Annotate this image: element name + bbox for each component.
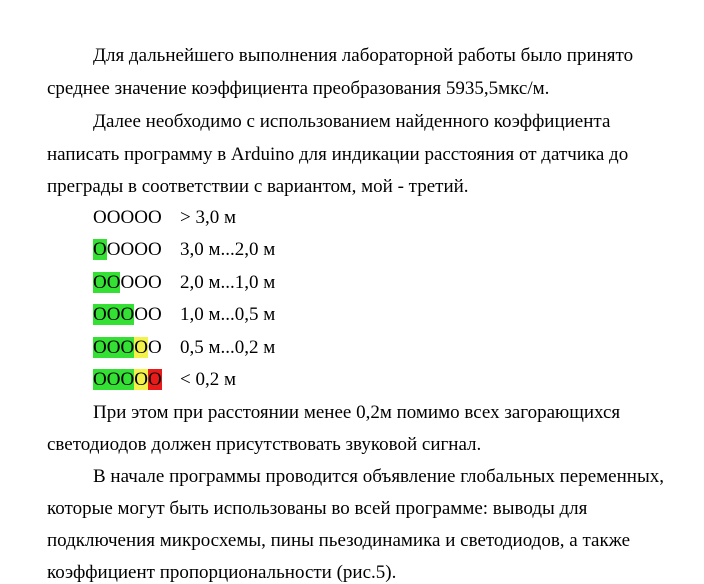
led-indicator-group — [93, 272, 162, 293]
paragraph-3-line-1: При этом при расстоянии менее 0,2м помимо всех загорающихся — [93, 402, 621, 423]
led-indicator-group — [93, 337, 162, 358]
led-3: О — [120, 368, 135, 390]
led-3: О — [120, 239, 135, 261]
led-indicator-group — [93, 239, 162, 260]
paragraph-2-line-1: Далее необходимо с использованием найденного коэффициента — [93, 111, 611, 132]
led-2: О — [106, 336, 121, 358]
distance-range: < 0,2 м — [180, 368, 236, 390]
led-4: О — [134, 271, 148, 293]
led-3: О — [120, 271, 135, 293]
paragraph-1-line-2: среднее значение коэффициента преобразования 5935,5мкс/м. — [47, 78, 550, 99]
led-1: О — [93, 368, 107, 390]
distance-range: > 3,0 м — [180, 207, 236, 228]
distance-range: 2,0 м...1,0 м — [180, 271, 276, 293]
led-5: О — [147, 304, 162, 326]
led-indicator-group — [93, 369, 162, 390]
led-3: О — [120, 207, 135, 228]
led-2: О — [106, 304, 121, 326]
led-5: О — [147, 368, 162, 390]
led-1: О — [93, 271, 107, 293]
led-5: О — [147, 271, 162, 293]
led-2: О — [106, 239, 121, 261]
paragraph-1-line-1: Для дальнейшего выполнения лабораторной работы было принято — [93, 45, 634, 66]
distance-range: 1,0 м...0,5 м — [180, 304, 276, 326]
led-1: О — [93, 239, 107, 261]
led-4: О — [134, 239, 148, 261]
led-5: О — [147, 207, 162, 228]
distance-range: 3,0 м...2,0 м — [180, 239, 276, 261]
led-5: О — [147, 336, 162, 358]
led-2: О — [106, 271, 121, 293]
led-indicator-group — [93, 304, 162, 325]
distance-range: 0,5 м...0,2 м — [180, 336, 276, 358]
paragraph-3-line-2: светодиодов должен присутствовать звуковой сигнал. — [47, 434, 482, 455]
paragraph-2-line-3: преграды в соответствии с вариантом, мой - третий. — [47, 176, 469, 197]
led-4: О — [134, 368, 148, 390]
led-3: О — [120, 336, 135, 358]
led-4: О — [134, 207, 148, 228]
led-2: О — [106, 207, 121, 228]
paragraph-4-line-4: коэффициент пропорциональности (рис.5). — [47, 562, 397, 583]
led-indicator-group — [93, 207, 162, 228]
led-4: О — [134, 304, 148, 326]
paragraph-4-line-1: В начале программы проводится объявление глобальных переменных, — [93, 466, 664, 487]
led-2: О — [106, 368, 121, 390]
paragraph-4-line-2: которые могут быть использованы во всей программе: выводы для — [47, 498, 588, 519]
led-3: О — [120, 304, 135, 326]
paragraph-4-line-3: подключения микросхемы, пины пьезодинамика и светодиодов, а также — [47, 530, 630, 551]
led-4: О — [134, 336, 148, 358]
led-1: О — [93, 336, 107, 358]
led-1: О — [93, 207, 107, 228]
led-5: О — [147, 239, 162, 261]
paragraph-2-line-2: написать программу в Arduino для индикации расстояния от датчика до — [47, 144, 629, 165]
led-1: О — [93, 304, 107, 326]
